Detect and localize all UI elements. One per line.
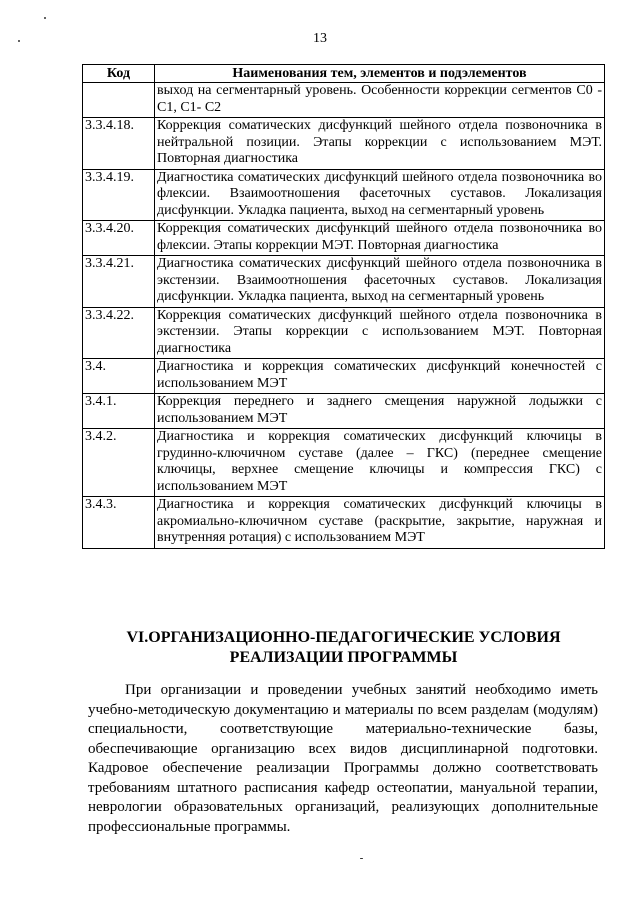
table-row (83, 256, 605, 308)
table-row (83, 497, 605, 549)
row-code: 3.4.2. (83, 429, 155, 497)
row-code: 3.3.4.21. (83, 256, 155, 308)
section-title-line: РЕАЛИЗАЦИИ ПРОГРАММЫ (229, 649, 458, 666)
row-code: 3.3.4.22. (83, 307, 155, 359)
row-code: 3.3.4.20. (83, 221, 155, 256)
row-code: 3.4.1. (83, 394, 155, 429)
table-row (83, 169, 605, 221)
row-description: выход на сегментарный уровень. Особенности коррекции сегментов C0 - C1, C1- C2 (155, 83, 605, 118)
row-description: Коррекция переднего и заднего смещения наружной лодыжки с использованием МЭТ (155, 394, 605, 429)
table-row (83, 394, 605, 429)
table-row (83, 83, 605, 118)
row-description: Диагностика и коррекция соматических дисфункций ключицы в акромиально-ключичном суставе (раскрытие, закрытие, наружная и внутренняя ротация) с использованием МЭТ (155, 497, 605, 549)
row-description: Коррекция соматических дисфункций шейного отдела позвоночника в нейтральной позиции. Этапы коррекции с использованием МЭТ. Повторная диагностика (155, 118, 605, 170)
row-code: 3.3.4.19. (83, 169, 155, 221)
column-header-code: Код (83, 65, 155, 83)
curriculum-table (82, 64, 605, 549)
scan-mark (44, 17, 46, 19)
scan-mark (360, 858, 363, 859)
table-header-row (83, 65, 605, 83)
row-code: 3.4. (83, 359, 155, 394)
column-header-name: Наименования тем, элементов и подэлементов (155, 65, 605, 83)
table-row (83, 221, 605, 256)
row-description: Коррекция соматических дисфункций шейного отдела позвоночника в экстензии. Этапы коррекции с использованием МЭТ. Повторная диагностика (155, 307, 605, 359)
table-row (83, 118, 605, 170)
table-row (83, 307, 605, 359)
row-code (83, 83, 155, 118)
row-code: 3.3.4.18. (83, 118, 155, 170)
page-number: 13 (313, 31, 327, 46)
row-code: 3.4.3. (83, 497, 155, 549)
row-description: Диагностика соматических дисфункций шейного отдела позвоночника во флексии. Взаимоотношения фасеточных суставов. Локализация дисфункции. Укладка пациента, выход на сегментарный уровень (155, 169, 605, 221)
row-description: Диагностика и коррекция соматических дисфункций конечностей с использованием МЭТ (155, 359, 605, 394)
table-row (83, 429, 605, 497)
row-description: Диагностика соматических дисфункций шейного отдела позвоночника в экстензии. Взаимоотношения фасеточных суставов. Локализация дисфункции. Укладка пациента, выход на сегментарный уровень (155, 256, 605, 308)
section-title-line: VI.ОРГАНИЗАЦИОННО-ПЕДАГОГИЧЕСКИЕ УСЛОВИЯ (126, 629, 561, 646)
table-row (83, 359, 605, 394)
row-description: Диагностика и коррекция соматических дисфункций ключицы в грудинно-ключичном суставе (далее – ГКС) (переднее смещение ключицы, верхнее смещение ключицы и компрессия ГКС) с использованием МЭТ (155, 429, 605, 497)
section-heading (82, 628, 605, 668)
body-paragraph: При организации и проведении учебных занятий необходимо иметь учебно-методическую документацию и материалы по всем разделам (модулям) специальности, соответствующие материально-технические базы, обеспечивающие организацию всех видов дисциплинарной подготовки. Кадровое обеспечение реализации Программы должно соответствовать требованиям штатного расписания кафедр остеопатии, мануальной терапии, неврологии образовательных организаций, реализующих дополнительные профессиональные программы. (88, 682, 598, 835)
row-description: Коррекция соматических дисфункций шейного отдела позвоночника во флексии. Этапы коррекции МЭТ. Повторная диагностика (155, 221, 605, 256)
